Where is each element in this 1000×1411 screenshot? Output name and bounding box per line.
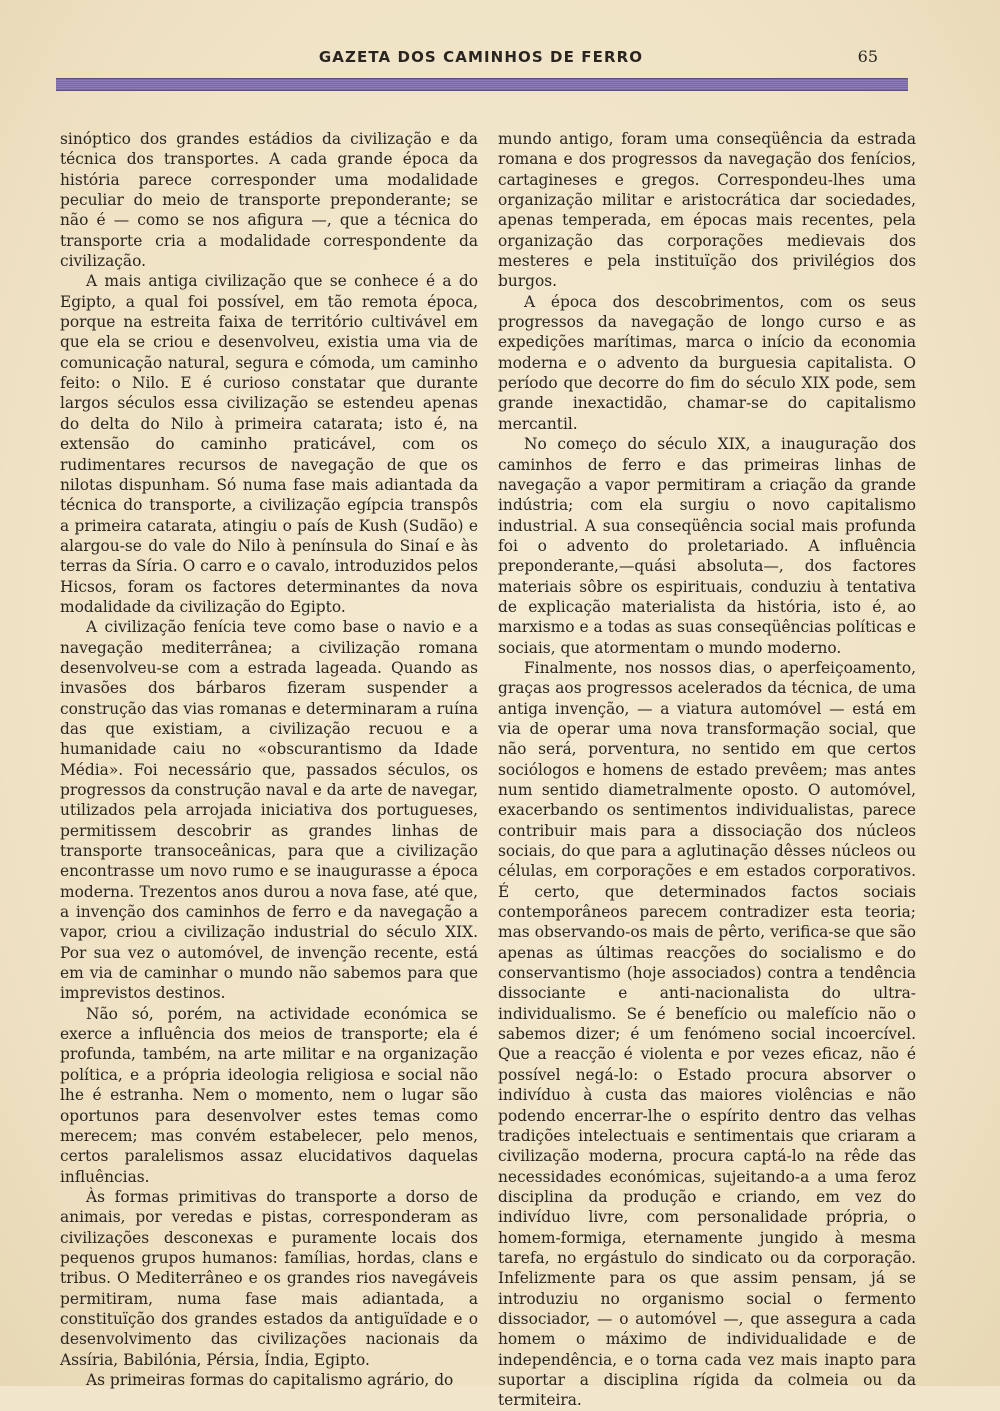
right-column [498, 129, 916, 1411]
paragraph: sinóptico dos grandes estádios da civilização e da técnica dos transportes. A cada grande época da história parece corresponder uma modalidade peculiar do meio de transporte preponderante; se não é — como se nos afigura —, que a técnica do transporte cria a modalidade correspondente da civilização. [60, 130, 478, 271]
paragraph: A civilização fenícia teve como base o navio e a navegação mediterrânea; a civilização romana desenvolveu-se com a estrada lageada. Quando as invasões dos bárbaros fizeram suspender a construção das vias romanas e determinaram a ruína das que existiam, a civilização recuou e a humanidade caiu no «obscurantismo da Idade Média». Foi necessário que, passados séculos, os progressos da construção naval e da arte de navegar, utilizados pela arrojada iniciativa dos portugueses, permitissem descobrir as grandes linhas de transporte transoceânicas, para que a civilização encontrasse um novo rumo e se inaugurasse a época moderna. Trezentos anos durou a nova fase, até que, a invenção dos caminhos de ferro e da navegação a vapor, criou a civilização industrial do século XIX. Por sua vez o automóvel, de invenção recente, está em via de caminhar o mundo não sabemos para que imprevistos destinos. [60, 618, 478, 1003]
paragraph: A época dos descobrimentos, com os seus progressos da navegação de longo curso e as expedições marítimas, marca o início da economia moderna e o advento da burguesia capitalista. O período que decorre do fim do século XIX pode, sem grande inexactidão, chamar-se do capitalismo mercantil. [498, 292, 916, 433]
header-rule [56, 78, 908, 91]
running-title: GAZETA DOS CAMINHOS DE FERRO [318, 48, 644, 66]
paragraph: A mais antiga civilização que se conhece é a do Egipto, a qual foi possível, em tão remota época, porque na estreita faixa de território cultivável em que ela se criou e desenvolveu, existia uma via de comunicação natural, segura e cómoda, um caminho feito: o Nilo. E é curioso constatar que durante largos séculos essa civilização se estendeu apenas do delta do Nilo à primeira catarata; isto é, na extensão do caminho praticável, com os rudimentares recursos de navegação de que os nilotas dispunham. Só numa fase mais adiantada da técnica do transporte, a civilização egípcia transpôs a primeira catarata, atingiu o país de Kush (Sudão) e alargou-se do vale do Nilo à península do Sinaí e às terras da Síria. O carro e o cavalo, introduzidos pelos Hicsos, foram os factores determinantes da nova modalidade da civilização do Egipto. [60, 272, 478, 616]
paragraph: Finalmente, nos nossos dias, o aperfeiçoamento, graças aos progressos acelerados da técnica, de uma antiga invenção, — a viatura automóvel — está em via de operar uma nova transformação social, que não será, porventura, no sentido em que certos sociólogos e homens de estado prevêem; mas antes num sentido diametralmente oposto. O automóvel, exacerbando os sentimentos individualistas, parece contribuir mais para a dissociação dos núcleos sociais, do que para a aglutinação dêsses núcleos ou células, em corporações e em estados corporativos. É certo, que determinados factos sociais contemporâneos parecem contradizer esta teoria; mas observando-os mais de pêrto, verifica-se que são apenas as últimas reacções do socialismo e do conservantismo (hoje associados) contra a tendência dissociante e anti-nacionalista do ultra-individualismo. Se é benefício ou malefício não o sabemos dizer; é um fenómeno social incoercível. Que a reacção é violenta e por vezes eficaz, não é possível negá-lo: o Estado procura absorver o indivíduo à custa das maiores violências e não podendo encerrar-lhe o espírito dentro das velhas tradições intelectuais e sentimentais que criaram a civilização moderna, procura captá-lo na rêde das necessidades económicas, sujeitando-a a uma feroz disciplina da produção e criando, em vez do indivíduo livre, com personalidade própria, o homem-formiga, eternamente jungido à mesma tarefa, no ergástulo do sindicato ou da corporação. Infelizmente para os que assim pensam, já se introduziu no organismo social o fermento dissociador, — o automóvel —, que assegura a cada homem o máximo de individualidade e de independência, e o torna cada vez mais inapto para suportar a disciplina rígida da colmeia ou da termiteira. [498, 658, 916, 1410]
page-header [56, 46, 906, 72]
left-column [60, 129, 478, 1390]
paragraph: Não só, porém, na actividade económica se exerce a influência dos meios de transporte; ela é profunda, também, na arte militar e na organização política, e a própria ideologia religiosa e social não lhe é estranha. Nem o momento, nem o lugar são oportunos para desenvolver estes temas como merecem; mas convém estabelecer, pelo menos, certos paralelismos assaz elucidativos daquelas influências. [60, 1004, 478, 1186]
paragraph: No começo do século XIX, a inauguração dos caminhos de ferro e das primeiras linhas de navegação a vapor permitiram a criação da grande indústria; com ela surgiu o novo capitalismo industrial. A sua conseqüência social mais profunda foi o advento do proletariado. A influência preponderante,—quási absoluta—, dos factores materiais sôbre os espirituais, conduziu à tentativa de explicação materialista da história, isto é, ao marxismo e a todas as suas conseqüências políticas e sociais, que atormentam o mundo moderno. [498, 435, 916, 657]
paragraph: As primeiras formas do capitalismo agrário, do [86, 1370, 454, 1389]
page-number: 65 [857, 47, 878, 66]
paragraph: mundo antigo, foram uma conseqüência da estrada romana e dos progressos da navegação dos fenícios, cartagineses e gregos. Correspondeu-lhes uma organização militar e aristocrática dar sociedades, apenas temperada, em épocas mais recentes, pela organização das corporações medievais dos mesteres e pela instituïção dos privilégios dos burgos. [498, 130, 916, 291]
paragraph: Às formas primitivas do transporte a dorso de animais, por veredas e pistas, corresponderam as civilizações desconexas e puramente locais dos pequenos grupos humanos: famílias, hordas, clans e tribus. O Mediterrâneo e os grandes rios navegáveis permitiram, numa fase mais adiantada, a constituïção dos grandes estados da antiguïdade e o desenvolvimento das civilizações nacionais da Assíria, Babilónia, Pérsia, Índia, Egipto. [60, 1187, 478, 1369]
